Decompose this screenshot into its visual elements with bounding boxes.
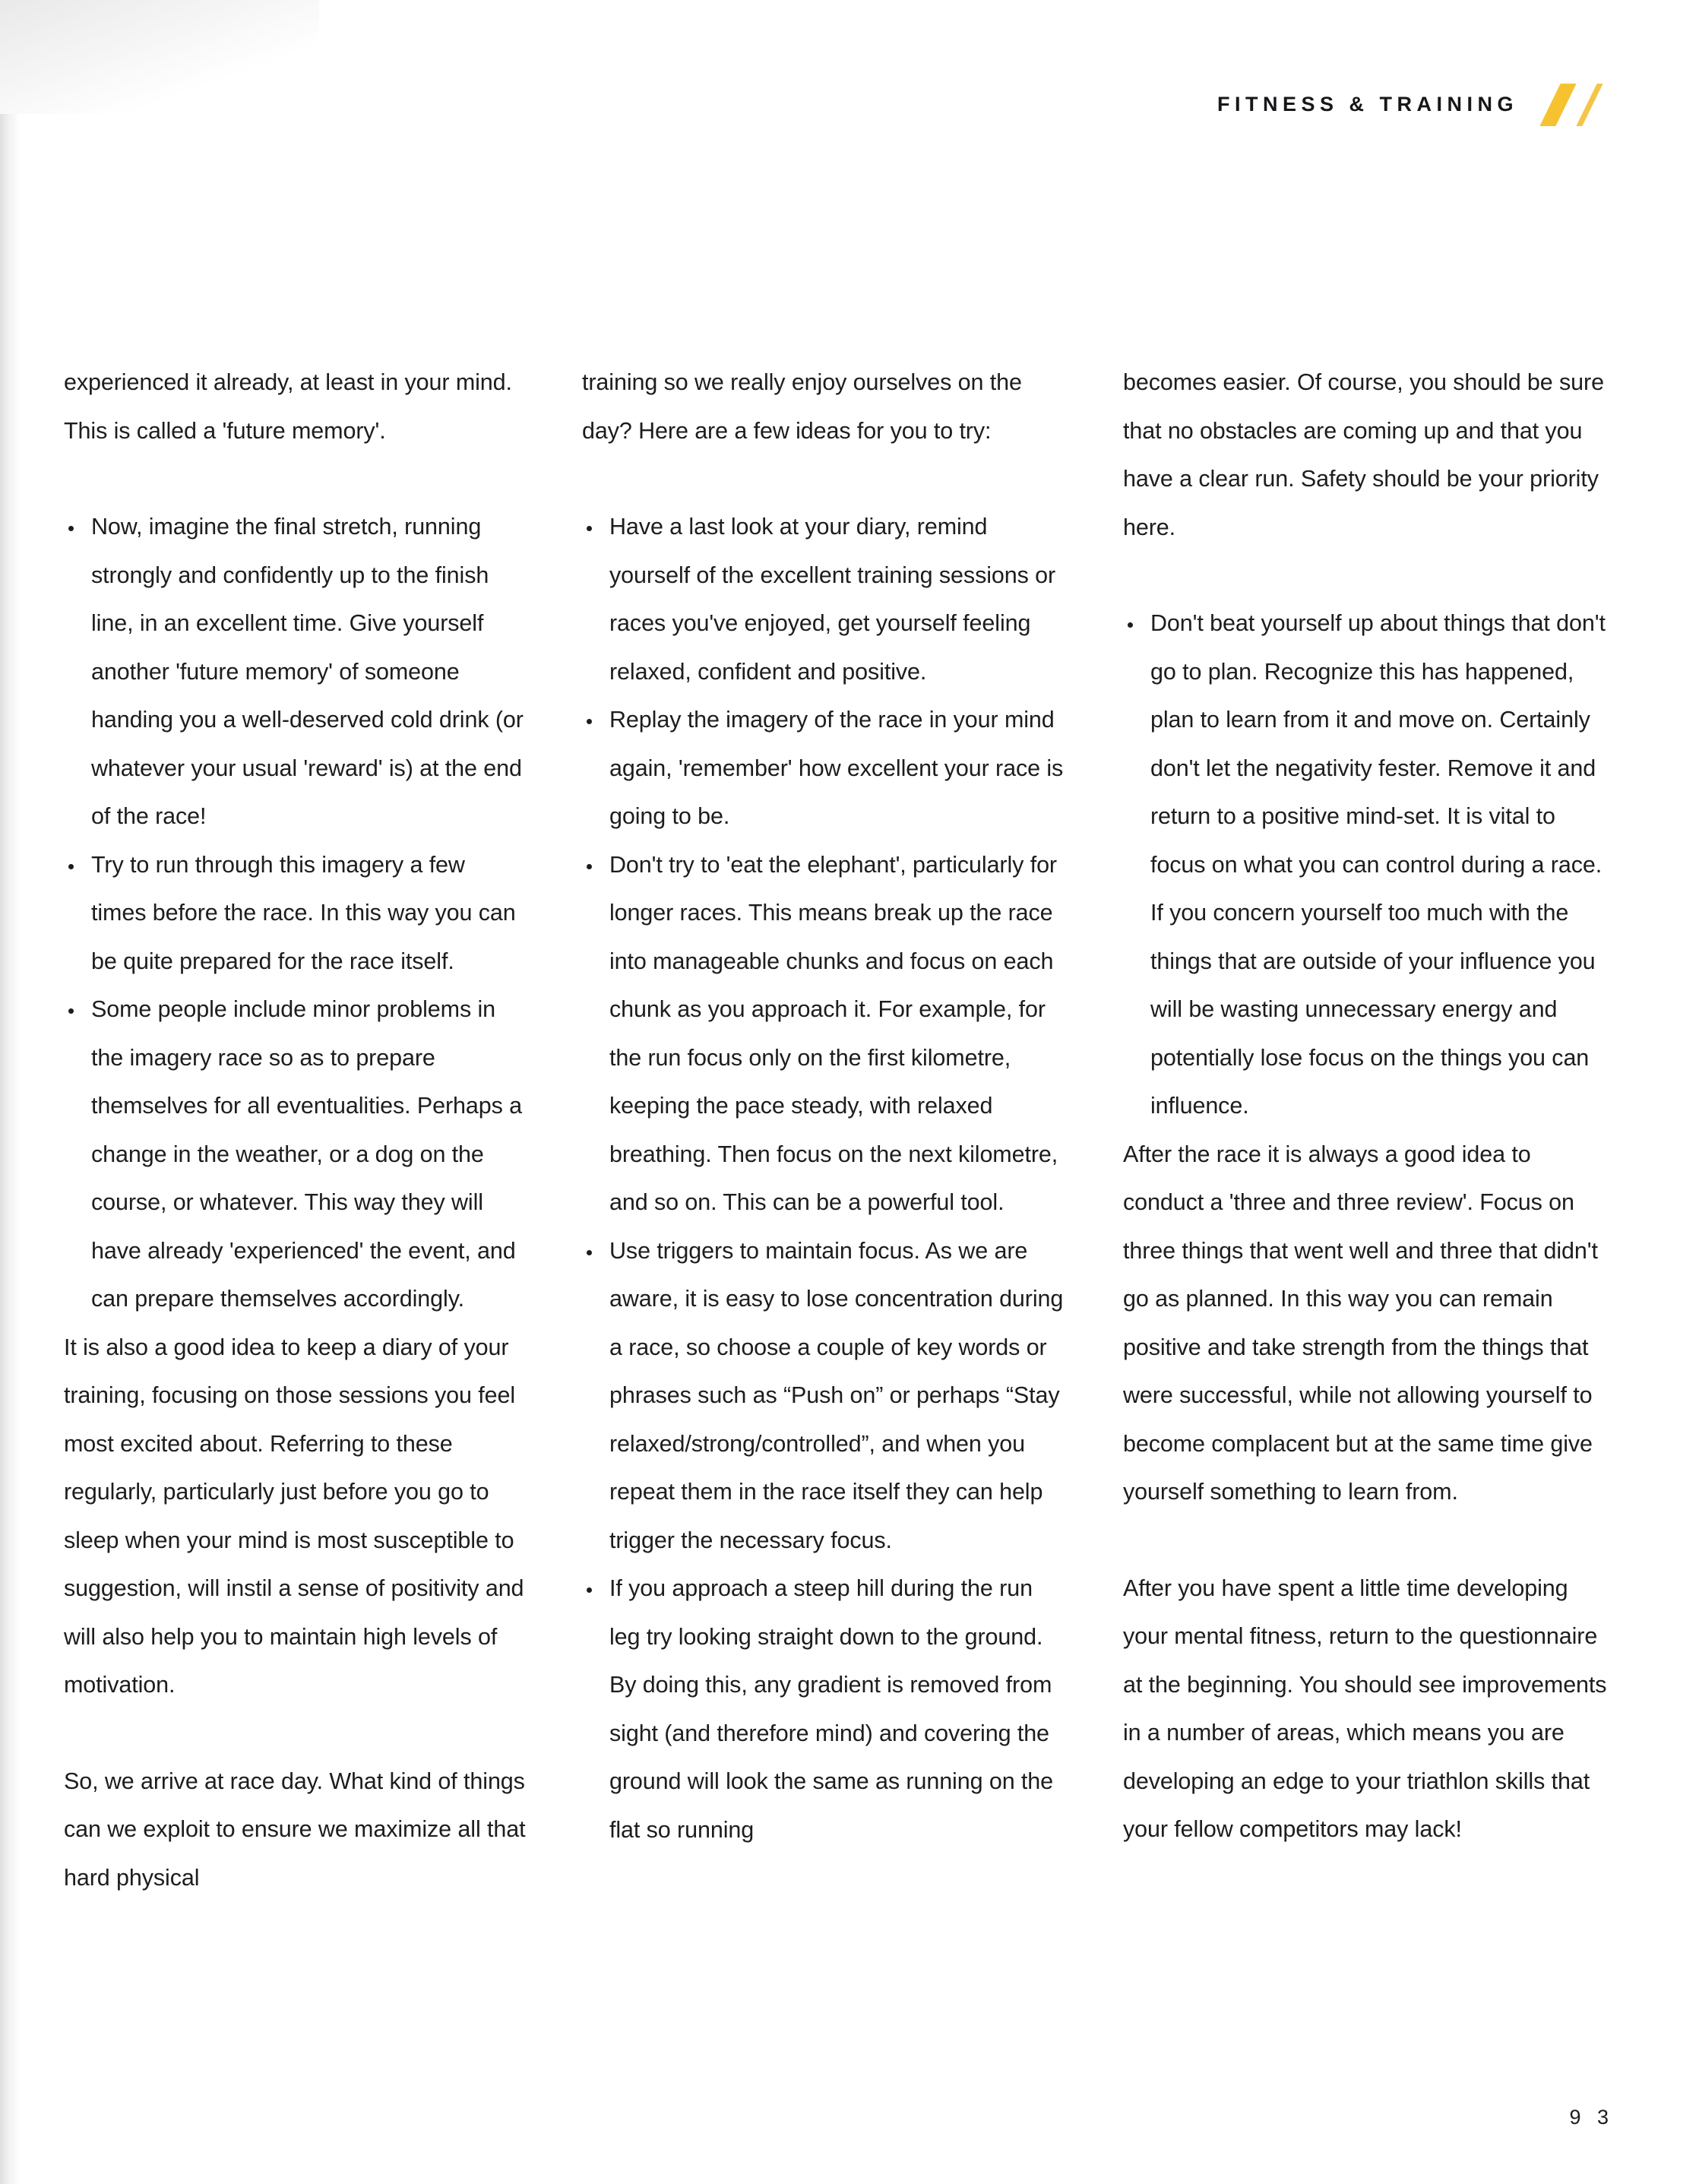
continued-paragraph: experienced it already, at least in your mind. This is called a 'future memory'. xyxy=(64,369,512,444)
slash-thick-icon xyxy=(1539,84,1576,126)
column-left xyxy=(64,359,526,1902)
column-middle xyxy=(582,359,1067,1902)
list-item: Have a last look at your diary, remind yourself of the excellent training sessions or races you've enjoyed, get yourself feeling relaxed, confident and positive. xyxy=(582,503,1067,696)
scan-edge-shading-top xyxy=(0,0,319,114)
body-paragraph: After the race it is always a good idea to conduct a 'three and three review'. Focus on three things that went well and three that didn't go as planned. In this way you can remain positive and take strength from the things that were successful, while not allowing yourself to become complacent but at the same time give yourself something to learn from. xyxy=(1123,1141,1598,1505)
list-item: Use triggers to maintain focus. As we are aware, it is easy to lose concentration during a race, so choose a couple of key words or phrases such as “Push on” or perhaps “Stay relaxed/strong/controlled”, and when you repeat them in the race itself they can help trigger the necessary focus. xyxy=(582,1227,1067,1565)
body-paragraph: So, we arrive at race day. What kind of things can we exploit to ensure we maximize all that hard physical xyxy=(64,1768,526,1891)
list-item: Replay the imagery of the race in your mind again, 'remember' how excellent your race is going to be. xyxy=(582,696,1067,841)
running-head xyxy=(1217,82,1614,126)
continued-paragraph: training so we really enjoy ourselves on the day? Here are a few ideas for you to try: xyxy=(582,369,1022,444)
body-paragraph: It is also a good idea to keep a diary of your training, focusing on those sessions you feel most excited about. Referring to these regularly, particularly just before you go to sleep when your mind is most susceptible to suggestion, will instil a sense of positivity and will also help you to maintain high levels of motivation. xyxy=(64,1334,524,1698)
body-columns xyxy=(64,359,1638,1902)
list-item: Don't beat yourself up about things that don't go to plan. Recognize this has happened, plan to learn from it and move on. Certainly don't let the negativity fester. Remove it and return to a positive mind-set. It is vital to focus on what you can control during a race. If you concern yourself too much with the things that are outside of your influence you will be wasting unnecessary energy and potentially lose focus on the things you can influence. xyxy=(1123,600,1608,1131)
bullet-list-middle xyxy=(582,503,1067,1854)
list-item: If you approach a steep hill during the run leg try looking straight down to the ground. By doing this, any gradient is removed from sight (and therefore mind) and covering the ground will look the same as running on the flat so running xyxy=(582,1565,1067,1854)
scan-edge-shading-left xyxy=(0,0,20,2184)
bullet-list-right xyxy=(1123,600,1608,1131)
body-paragraph: After you have spent a little time developing your mental fitness, return to the questionnaire at the beginning. You should see improvements in a number of areas, which means you are developing an edge to your triathlon skills that your fellow competitors may lack! xyxy=(1123,1575,1607,1842)
list-item: Don't try to 'eat the elephant', particularly for longer races. This means break up the race into manageable chunks and focus on each chunk as you approach it. For example, for the run focus only on the first kilometre, keeping the pace steady, with relaxed breathing. Then focus on the next kilometre, and so on. This can be a powerful tool. xyxy=(582,841,1067,1227)
running-head-title: FITNESS & TRAINING xyxy=(1217,92,1518,116)
continued-paragraph: becomes easier. Of course, you should be sure that no obstacles are coming up and that you have a clear run. Safety should be your priority here. xyxy=(1123,369,1604,540)
page-number: 9 3 xyxy=(1569,2106,1614,2129)
slash-thin-icon xyxy=(1576,84,1603,126)
column-right xyxy=(1123,359,1608,1902)
list-item: Some people include minor problems in the imagery race so as to prepare themselves for all eventualities. Perhaps a change in the weather, or a dog on the course, or whatever. This way they will have already 'experienced' the event, and can prepare themselves accordingly. xyxy=(64,986,526,1324)
double-slash-icon xyxy=(1544,82,1614,126)
list-item: Now, imagine the final stretch, running strongly and confidently up to the finish line, in an excellent time. Give yourself another 'future memory' of someone handing you a well-deserved cold drink (or whatever your usual 'reward' is) at the end of the race! xyxy=(64,503,526,841)
list-item: Try to run through this imagery a few times before the race. In this way you can be quite prepared for the race itself. xyxy=(64,841,526,986)
bullet-list-left xyxy=(64,503,526,1324)
